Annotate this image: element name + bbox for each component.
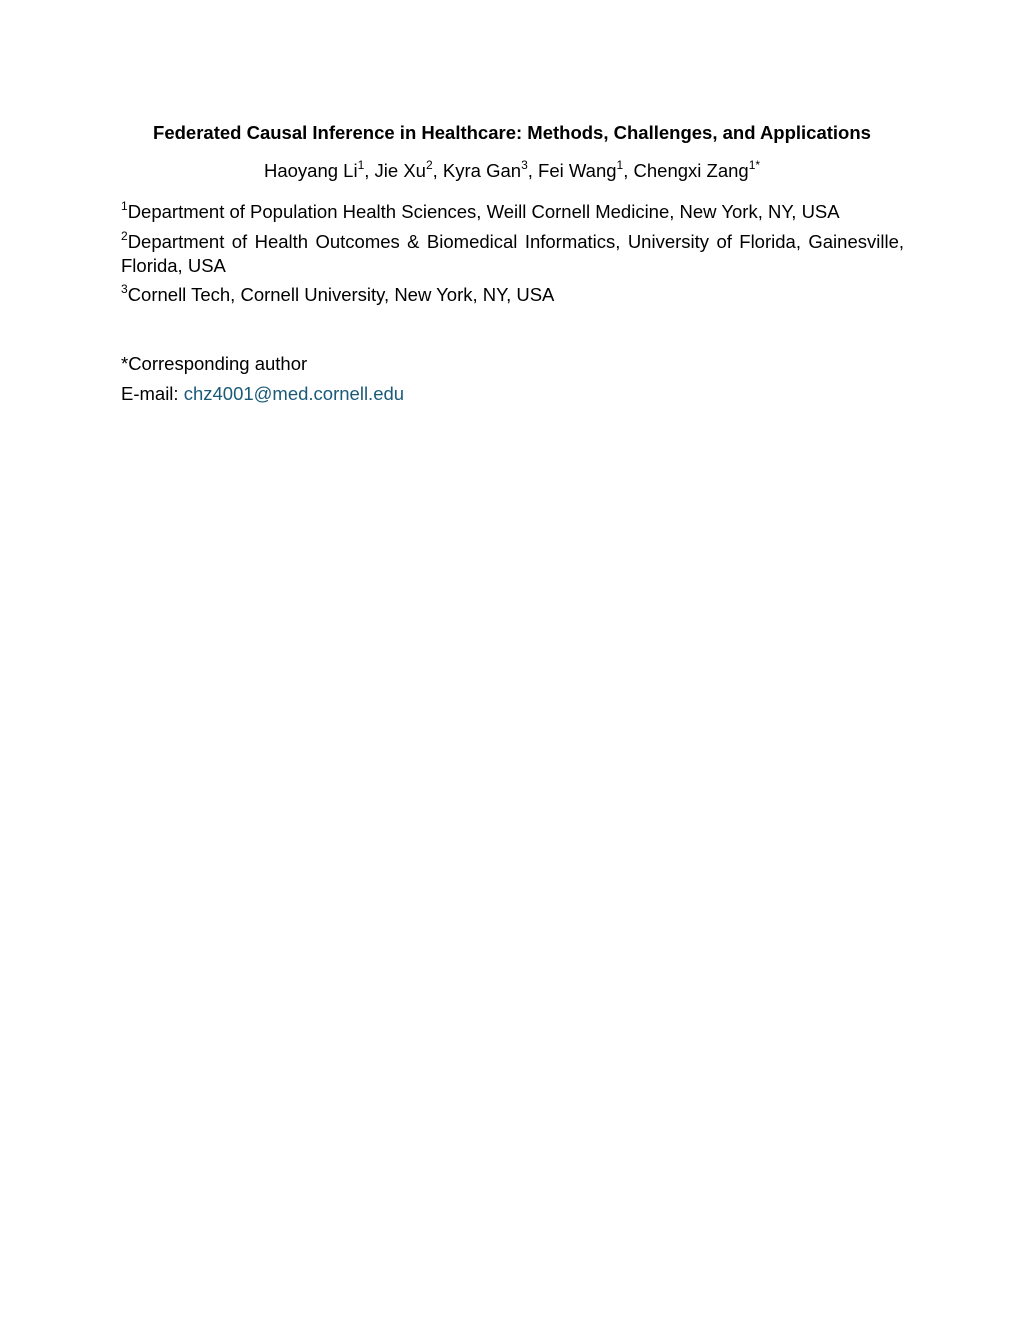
corresponding-author-note: *Corresponding author <box>121 353 308 374</box>
author-affiliation-mark: 1* <box>748 157 761 172</box>
author-affiliation-mark: 2 <box>425 157 433 172</box>
affiliation-text: Department of Health Outcomes & Biomedical Informatics, University of Florida, Gainesville, Florida, USA <box>121 231 904 276</box>
email-label: E-mail: <box>121 383 184 404</box>
paper-title: Federated Causal Inference in Healthcare: Methods, Challenges, and Applications <box>153 122 871 143</box>
author-separator: , <box>364 160 375 181</box>
author-name: Kyra Gan <box>442 160 522 181</box>
author-name: Haoyang Li <box>263 160 358 181</box>
author-separator: , <box>527 160 539 181</box>
affiliation-number: 1 <box>121 198 128 213</box>
author-affiliation-mark: 1 <box>616 157 624 172</box>
author-name: Chengxi Zang <box>633 160 749 181</box>
affiliation-2 <box>121 230 904 278</box>
author-name: Jie Xu <box>374 160 426 181</box>
affiliation-number: 2 <box>121 228 128 243</box>
affiliation-text: Cornell Tech, Cornell University, New York, NY, USA <box>127 284 555 305</box>
author-affiliation-mark: 3 <box>521 157 528 172</box>
author-list <box>0 158 1024 184</box>
affiliation-number: 3 <box>121 281 128 296</box>
affiliation-3 <box>121 283 904 307</box>
affiliation-1 <box>121 200 904 224</box>
email-line <box>121 382 404 406</box>
email-link[interactable]: chz4001@med.cornell.edu <box>183 383 405 404</box>
affiliation-text: Department of Population Health Sciences, Weill Cornell Medicine, New York, NY, USA <box>127 201 840 222</box>
author-name: Fei Wang <box>538 160 617 181</box>
author-separator: , <box>432 160 443 181</box>
author-separator: , <box>623 160 634 181</box>
author-affiliation-mark: 1 <box>357 157 365 172</box>
